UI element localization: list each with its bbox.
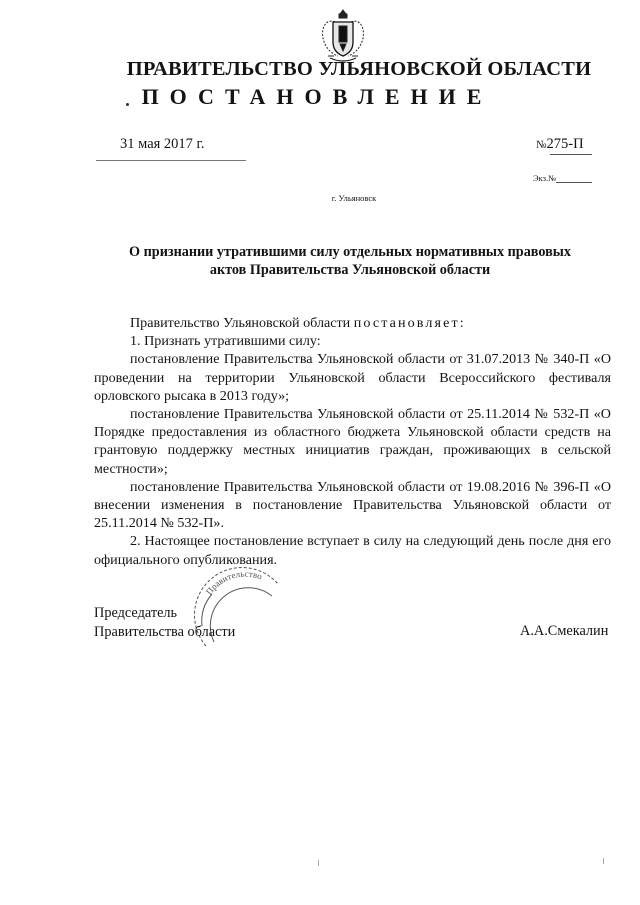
number-underline xyxy=(550,154,592,155)
city: г. Ульяновск xyxy=(331,193,377,203)
stray-dot xyxy=(126,103,129,106)
stamp-text: Правительство xyxy=(203,568,264,597)
copy-number-line xyxy=(556,174,592,183)
repealed-act-3: постановление Правительства Ульяновской области от 19.08.2016 № 396-П «О внесении изменения в постановление Правительства Ульяновской области от 25.11.2014 № 532-П». xyxy=(94,478,611,532)
document-date: 31 мая 2017 г. xyxy=(120,136,205,152)
repealed-act-2: постановление Правительства Ульяновской области от 25.11.2014 № 532-П «О Порядке предоставления из областного бюджета Ульяновской области средств на грантовую поддержку местных инициатив граждан, проживающих в сельской местности»; xyxy=(94,406,611,477)
government-title: ПРАВИТЕЛЬСТВО УЛЬЯНОВСКОЙ ОБЛАСТИ xyxy=(126,58,592,80)
signatory-position-line-2: Правительства области xyxy=(94,624,236,640)
copy-number xyxy=(533,173,592,183)
document-subject: О признании утратившими силу отдельных нормативных правовых актов Правительства Ульяновской области xyxy=(129,244,571,278)
document-type-heading: ПОСТАНОВЛЕНИЕ xyxy=(141,84,493,109)
number-sign: № xyxy=(536,139,547,151)
intro-subject: Правительство Ульяновской области xyxy=(130,315,351,331)
intro-paragraph xyxy=(94,314,611,332)
copy-number-label: Экз.№ xyxy=(533,173,557,183)
number-value: 275-П xyxy=(546,136,584,152)
repealed-act-1: постановление Правительства Ульяновской области от 31.07.2013 № 340-П «О проведении на территории Ульяновской области Всероссийского фестиваля орловского рысака в 2013 году»; xyxy=(94,351,611,404)
scan-mark xyxy=(318,860,319,866)
document-body xyxy=(94,314,611,569)
date-underline xyxy=(96,160,246,161)
scan-mark xyxy=(603,858,604,864)
signatory-name: А.А.Смекалин xyxy=(520,623,609,639)
item-2: 2. Настоящее постановление вступает в силу на следующий день после дня его официального опубликования. xyxy=(94,533,611,568)
coat-of-arms-icon xyxy=(318,8,368,64)
intro-verb: постановляет: xyxy=(353,315,466,331)
signatory-position xyxy=(94,604,235,642)
document-number xyxy=(536,136,584,153)
signatory-position-line-1: Председатель xyxy=(94,605,178,621)
item-1: 1. Признать утратившими силу: xyxy=(130,333,321,350)
